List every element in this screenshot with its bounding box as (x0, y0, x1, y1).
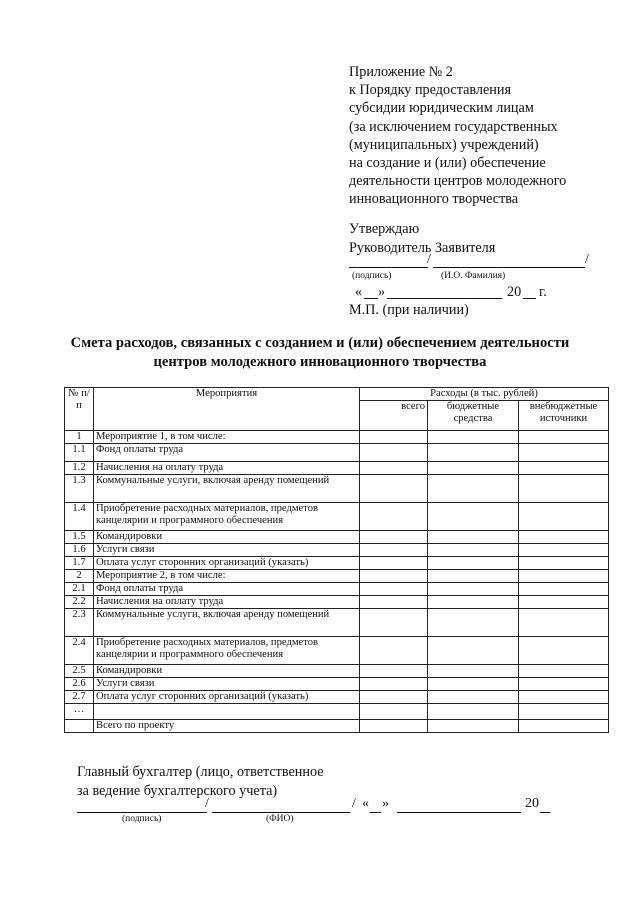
date-quote-open: « (362, 796, 369, 811)
header-event: Мероприятия (94, 388, 360, 431)
row-total-cell[interactable] (360, 583, 428, 596)
row-budget-cell[interactable] (428, 444, 519, 462)
row-total-cell[interactable] (360, 678, 428, 691)
row-budget-cell[interactable] (428, 720, 519, 733)
row-extra-cell[interactable] (519, 665, 609, 678)
row-extra-cell[interactable] (519, 431, 609, 444)
table-row (65, 691, 609, 704)
row-total-cell[interactable] (360, 462, 428, 475)
annex-header (349, 63, 566, 209)
row-extra-cell[interactable] (519, 570, 609, 583)
slash-separator: / (352, 796, 356, 811)
date-quote-close: » (378, 284, 386, 300)
row-event: Приобретение расходных материалов, предметов канцелярии и программного обеспечения (94, 637, 360, 665)
footer-date-day-line (370, 800, 381, 813)
header-total: всего (360, 401, 428, 431)
slash-separator: / (205, 796, 209, 811)
row-event: Фонд оплаты труда (94, 444, 360, 462)
document-title (40, 334, 600, 371)
table-row (65, 720, 609, 733)
date-month-line (387, 286, 502, 299)
name-caption: (И.О. Фамилия) (441, 271, 506, 281)
row-extra-cell[interactable] (519, 596, 609, 609)
date-quote-close: » (382, 796, 389, 811)
row-budget-cell[interactable] (428, 544, 519, 557)
name-line (433, 255, 585, 268)
header-number: № п/п (65, 388, 94, 431)
table-row (65, 462, 609, 475)
row-budget-cell[interactable] (428, 691, 519, 704)
row-event: Приобретение расходных материалов, предметов канцелярии и программного обеспечения (94, 503, 360, 531)
table-row (65, 678, 609, 691)
row-extra-cell[interactable] (519, 609, 609, 637)
annex-line: к Порядку предоставления (349, 82, 511, 99)
row-number: 2.2 (65, 596, 94, 609)
row-event: Услуги связи (94, 544, 360, 557)
date-quote-open: « (355, 284, 363, 300)
table-body (65, 431, 609, 733)
footer-block (77, 763, 324, 801)
title-line: Смета расходов, связанных с созданием и (или) обеспечением деятельности (70, 335, 570, 351)
row-event: Начисления на оплату труда (94, 596, 360, 609)
footer-year-prefix: 20 (525, 796, 539, 811)
row-number: 2.7 (65, 691, 94, 704)
header-budget: бюджетные средства (428, 401, 519, 431)
row-total-cell[interactable] (360, 570, 428, 583)
row-budget-cell[interactable] (428, 503, 519, 531)
annex-line: деятельности центров молодежного (349, 173, 567, 190)
table-row (65, 570, 609, 583)
row-total-cell[interactable] (360, 503, 428, 531)
row-extra-cell[interactable] (519, 637, 609, 665)
row-budget-cell[interactable] (428, 462, 519, 475)
row-extra-cell[interactable] (519, 475, 609, 503)
row-total-cell[interactable] (360, 720, 428, 733)
footer-name-caption: (ФИО) (266, 814, 294, 824)
row-budget-cell[interactable] (428, 665, 519, 678)
row-event: Мероприятие 1, в том числе: (94, 431, 360, 444)
row-total-cell[interactable] (360, 557, 428, 570)
row-total-cell[interactable] (360, 637, 428, 665)
annex-line: на создание и (или) обеспечение (349, 155, 546, 172)
annex-line: (муниципальных) учреждений) (349, 136, 539, 153)
row-total-cell[interactable] (360, 609, 428, 637)
row-number: 1.5 (65, 531, 94, 544)
row-extra-cell[interactable] (519, 557, 609, 570)
row-total-cell[interactable] (360, 544, 428, 557)
row-number: 1.1 (65, 444, 94, 462)
row-number: 1.4 (65, 503, 94, 531)
table-row (65, 609, 609, 637)
row-budget-cell[interactable] (428, 583, 519, 596)
row-extra-cell[interactable] (519, 583, 609, 596)
row-extra-cell[interactable] (519, 720, 609, 733)
row-event: Начисления на оплату труда (94, 462, 360, 475)
row-extra-cell[interactable] (519, 503, 609, 531)
row-event: Всего по проекту (94, 720, 360, 733)
signature-line (349, 255, 428, 268)
accountant-line1: Главный бухгалтер (лицо, ответственное (77, 764, 324, 780)
table-row (65, 665, 609, 678)
table-row (65, 583, 609, 596)
row-event: Фонд оплаты труда (94, 583, 360, 596)
head-label: Руководитель Заявителя (349, 239, 496, 256)
row-extra-cell[interactable] (519, 544, 609, 557)
row-budget-cell[interactable] (428, 609, 519, 637)
date-year-prefix: 20 (507, 284, 522, 300)
row-number: 1.2 (65, 462, 94, 475)
slash-separator: / (585, 252, 589, 267)
row-event (94, 704, 360, 720)
title-line: центров молодежного инновационного творчества (153, 353, 487, 370)
row-budget-cell[interactable] (428, 475, 519, 503)
row-event: Оплата услуг сторонних организаций (указать) (94, 557, 360, 570)
row-number: … (65, 704, 94, 720)
row-total-cell[interactable] (360, 665, 428, 678)
row-extra-cell[interactable] (519, 678, 609, 691)
row-event: Коммунальные услуги, включая аренду помещений (94, 609, 360, 637)
row-number: 1.3 (65, 475, 94, 503)
accountant-name-line (212, 800, 350, 813)
row-budget-cell[interactable] (428, 637, 519, 665)
footer-sign-caption: (подпись) (122, 814, 162, 824)
row-extra-cell[interactable] (519, 704, 609, 720)
row-total-cell[interactable] (360, 704, 428, 720)
row-number: 2.5 (65, 665, 94, 678)
row-number: 2 (65, 570, 94, 583)
header-expenses: Расходы (в тыс. рублей) (360, 388, 609, 401)
row-total-cell[interactable] (360, 596, 428, 609)
row-total-cell[interactable] (360, 691, 428, 704)
table-row (65, 531, 609, 544)
row-event: Мероприятие 2, в том числе: (94, 570, 360, 583)
table-row (65, 704, 609, 720)
row-total-cell[interactable] (360, 475, 428, 503)
row-budget-cell[interactable] (428, 596, 519, 609)
row-total-cell[interactable] (360, 531, 428, 544)
table-row (65, 544, 609, 557)
approve-label: Утверждаю (349, 221, 420, 237)
accountant-signature-line (77, 800, 207, 813)
row-number: 2.4 (65, 637, 94, 665)
sign-caption: (подпись) (352, 271, 392, 281)
row-budget-cell[interactable] (428, 570, 519, 583)
row-total-cell[interactable] (360, 431, 428, 444)
row-budget-cell[interactable] (428, 704, 519, 720)
table-row (65, 431, 609, 444)
row-number: 2.3 (65, 609, 94, 637)
budget-table (64, 387, 609, 733)
table-row (65, 444, 609, 462)
row-total-cell[interactable] (360, 444, 428, 462)
row-event: Коммунальные услуги, включая аренду помещений (94, 475, 360, 503)
row-budget-cell[interactable] (428, 431, 519, 444)
table-row (65, 557, 609, 570)
row-event: Оплата услуг сторонних организаций (указать) (94, 691, 360, 704)
row-budget-cell[interactable] (428, 557, 519, 570)
annex-line: Приложение № 2 (349, 64, 453, 80)
row-event: Командировки (94, 665, 360, 678)
row-number: 1.6 (65, 544, 94, 557)
date-year-line (523, 286, 536, 299)
approval-block (349, 220, 495, 257)
row-event: Командировки (94, 531, 360, 544)
table-row (65, 637, 609, 665)
row-extra-cell[interactable] (519, 462, 609, 475)
row-budget-cell[interactable] (428, 678, 519, 691)
row-extra-cell[interactable] (519, 531, 609, 544)
accountant-line2: за ведение бухгалтерского учета) (77, 783, 278, 799)
annex-line: (за исключением государственных (349, 118, 558, 135)
annex-line: инновационного творчества (349, 191, 519, 208)
row-budget-cell[interactable] (428, 531, 519, 544)
table-row (65, 503, 609, 531)
table-row (65, 596, 609, 609)
date-day-line (364, 286, 378, 299)
annex-line: субсидии юридическим лицам (349, 100, 534, 117)
row-number: 1.7 (65, 557, 94, 570)
row-number (65, 720, 94, 733)
date-year-suffix: г. (539, 284, 547, 300)
row-extra-cell[interactable] (519, 691, 609, 704)
row-event: Услуги связи (94, 678, 360, 691)
footer-year-line (540, 800, 550, 813)
stamp-label: М.П. (при наличии) (349, 302, 469, 318)
table-row (65, 475, 609, 503)
row-number: 1 (65, 431, 94, 444)
row-number: 2.6 (65, 678, 94, 691)
row-extra-cell[interactable] (519, 444, 609, 462)
row-number: 2.1 (65, 583, 94, 596)
slash-separator: / (427, 252, 431, 267)
footer-date-month-line (397, 800, 521, 813)
header-extra: внебюджетные источники (519, 401, 609, 431)
